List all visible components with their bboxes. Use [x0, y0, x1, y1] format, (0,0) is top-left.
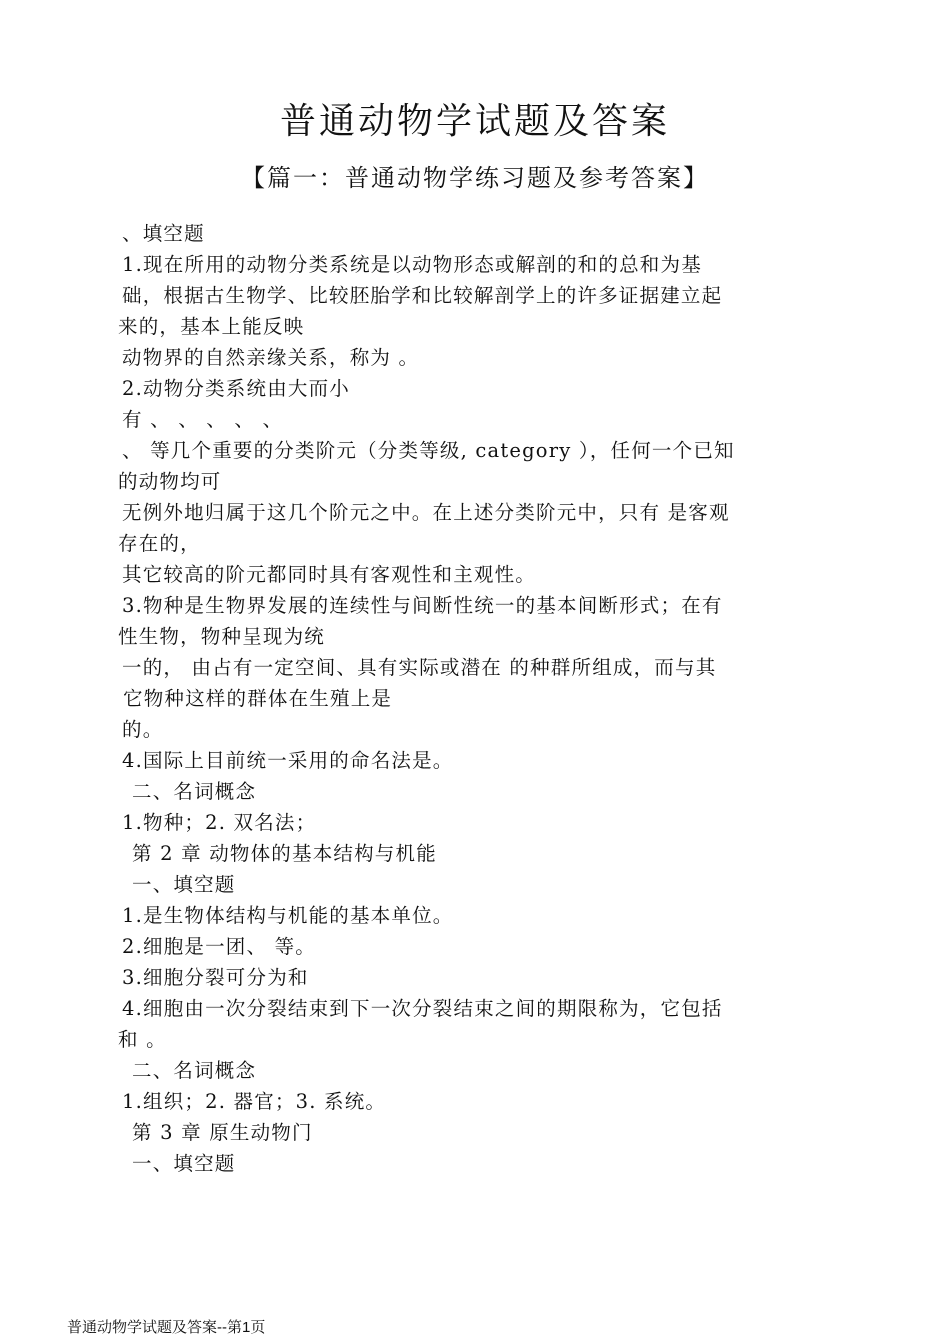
text-line: 3.物种是生物界发展的连续性与间断性统一的基本间断形式；在有	[122, 594, 723, 617]
text-line: 存在的，	[118, 532, 201, 555]
section-heading: 一、填空题	[132, 1152, 236, 1175]
text-line: 4.细胞由一次分裂结束到下一次分裂结束之间的期限称为，它包括	[122, 997, 723, 1020]
text-line: 其它较高的阶元都同时具有客观性和主观性。	[122, 563, 537, 586]
text-line: 1.是生物体结构与机能的基本单位。	[122, 904, 454, 927]
text-line: 、填空题	[122, 222, 205, 245]
text-line: 础，根据古生物学、比较胚胎学和比较解剖学上的许多证据建立起	[122, 284, 723, 307]
chapter-heading: 第 3 章 原生动物门	[132, 1121, 313, 1144]
document-title: 普通动物学试题及答案	[279, 101, 670, 142]
text-line: 、 等几个重要的分类阶元（分类等级, category ），任何一个已知	[122, 439, 735, 462]
text-line: 4.国际上目前统一采用的命名法是。	[122, 749, 454, 772]
text-line: 的动物均可	[118, 470, 222, 493]
text-line: 有 、 、 、 、 、	[122, 408, 284, 431]
text-line: 1.物种；2. 双名法；	[122, 811, 317, 834]
chapter-heading: 第 2 章 动物体的基本结构与机能	[132, 842, 437, 865]
text-line: 1.组织；2. 器官；3. 系统。	[122, 1090, 387, 1113]
text-line: 它物种这样的群体在生殖上是	[123, 687, 393, 710]
document-body	[0, 218, 950, 1179]
text-line: 和 。	[118, 1028, 167, 1051]
section-heading: 二、名词概念	[132, 780, 257, 803]
text-line: 3.细胞分裂可分为和	[122, 966, 309, 989]
text-line: 来的，基本上能反映	[118, 315, 305, 338]
document-subtitle: 【篇一：普通动物学练习题及参考答案】	[241, 164, 709, 192]
text-line: 性生物，物种呈现为统	[118, 625, 326, 648]
text-line: 一的， 由占有一定空间、具有实际或潜在 的种群所组成，而与其	[122, 656, 717, 679]
text-line: 无例外地归属于这几个阶元之中。在上述分类阶元中，只有 是客观	[122, 501, 730, 524]
section-heading: 二、名词概念	[132, 1059, 257, 1082]
text-line: 动物界的自然亲缘关系，称为 。	[122, 346, 420, 369]
page-footer: 普通动物学试题及答案--第1页	[67, 1319, 266, 1336]
text-line: 1.现在所用的动物分类系统是以动物形态或解剖的和的总和为基	[122, 253, 702, 276]
section-heading: 一、填空题	[132, 873, 236, 896]
text-line: 2.细胞是一团、 等。	[122, 935, 317, 958]
text-line: 2.动物分类系统由大而小	[122, 377, 351, 400]
text-line: 的。	[122, 718, 164, 741]
